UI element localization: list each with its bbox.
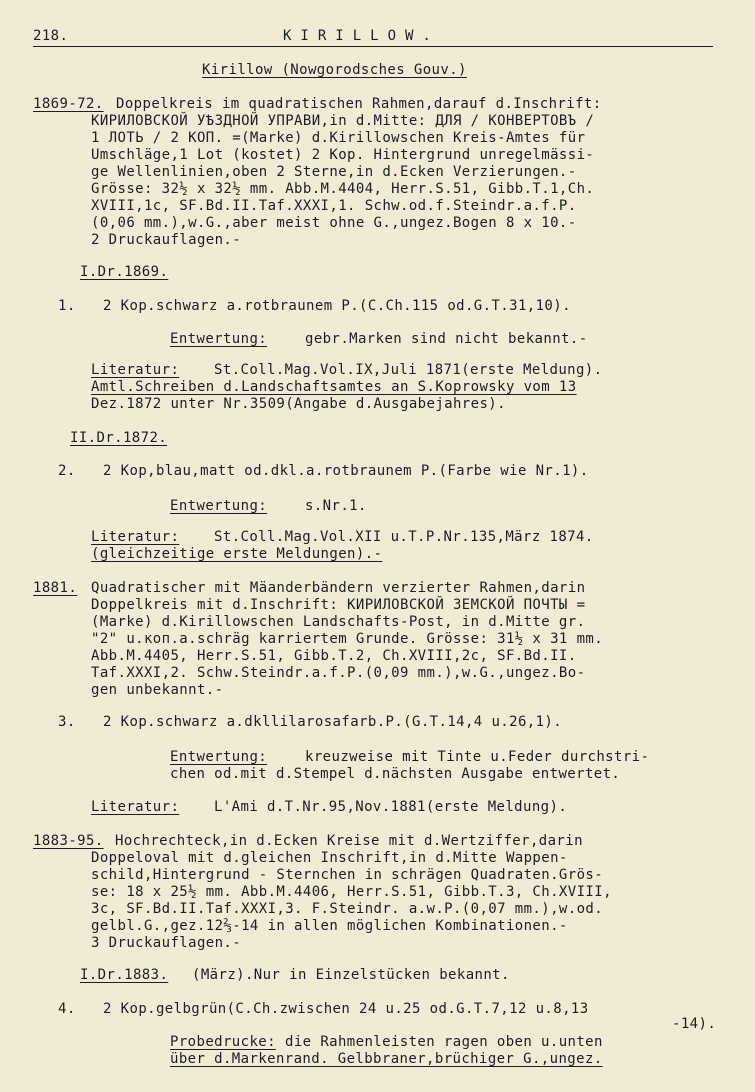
- print-run-heading: I.Dr.1883.: [80, 967, 169, 983]
- issue-date: 1883-95.: [33, 833, 104, 849]
- issue-date: 1869-72.: [33, 96, 104, 112]
- cancellation-text: kreuzweise mit Tinte u.Feder durchstri-: [305, 749, 650, 765]
- issue-description-line: se: 18 x 25½ mm. Abb.M.4406, Herr.S.51, Gibb.T.3, Ch.XVIII,: [91, 884, 612, 900]
- issue-description-line: ge Wellenlinien,oben 2 Sterne,in d.Ecken Verzierungen.-: [91, 164, 577, 180]
- stamp-description: 2 Kop.gelbgrün(C.Ch.zwischen 24 u.25 od.G.T.7,12 u.8,13: [103, 1001, 589, 1017]
- print-run-heading: II.Dr.1872.: [70, 430, 168, 446]
- print-run-heading: I.Dr.1869.: [80, 264, 169, 280]
- proof-text: die Rahmenleisten ragen oben u.unten: [285, 1034, 603, 1050]
- literature-label: Literatur:: [91, 799, 180, 815]
- page-header: [33, 30, 713, 47]
- literature-text: Dez.1872 unter Nr.3509(Angabe d.Ausgabejahres).: [91, 396, 506, 412]
- section-title: Kirillow (Nowgorodsches Gouv.): [202, 62, 467, 78]
- cancellation-label: Entwertung:: [170, 498, 268, 514]
- issue-description-line: XVIII,1c, SF.Bd.II.Taf.XXXI,1. Schw.od.f.Steindr.a.f.P.: [91, 198, 577, 214]
- issue-description-line: schild,Hintergrund - Sternchen in schrägen Quadraten.Grös-: [91, 867, 604, 883]
- literature-text: Amtl.Schreiben d.Landschaftsamtes an S.Koprowsky vom 13: [91, 379, 577, 395]
- stamp-number: 4.: [58, 1001, 76, 1017]
- stamp-description: -14).: [672, 1016, 717, 1032]
- issue-description-line: gen unbekannt.-: [91, 682, 224, 698]
- issue-description-line: 2 Druckauflagen.-: [91, 232, 242, 248]
- proof-label: Probedrucke:: [170, 1034, 276, 1050]
- cancellation-text: s.Nr.1.: [305, 498, 367, 514]
- issue-description-line: 1 ЛОТЬ / 2 КОП. =(Marke) d.Kirillowschen Kreis-Amtes für: [91, 130, 586, 146]
- cancellation-label: Entwertung:: [170, 331, 268, 347]
- issue-description-line: "2" u.коп.a.schräg karriertem Grunde. Grösse: 31½ x 31 mm.: [91, 631, 604, 647]
- issue-description-line: 3 Druckauflagen.-: [91, 935, 242, 951]
- cancellation-text: chen od.mit d.Stempel d.nächsten Ausgabe entwertet.: [170, 766, 621, 782]
- issue-description-line: Doppelkreis im quadratischen Rahmen,darauf d.Inschrift:: [116, 96, 602, 112]
- issue-description-line: (Marke) d.Kirillowschen Landschafts-Post, in d.Mitte gr.: [91, 614, 586, 630]
- issue-description-line: Hochrechteck,in d.Ecken Kreise mit d.Wertziffer,darin: [115, 833, 583, 849]
- issue-description-line: КИРИЛОВСКОЙ УѢЗДНОЙ УПРАВИ,in d.Mitte: ДЛЯ / КОНВЕРТОВЪ /: [91, 113, 595, 129]
- literature-text: St.Coll.Mag.Vol.XII u.T.P.Nr.135,März 1874.: [214, 529, 594, 545]
- literature-text: (gleichzeitige erste Meldungen).-: [91, 546, 383, 562]
- stamp-number: 1.: [58, 298, 76, 314]
- literature-text: St.Coll.Mag.Vol.IX,Juli 1871(erste Meldung).: [214, 362, 603, 378]
- issue-description-line: 3c, SF.Bd.II.Taf.XXXI,3. F.Steindr. a.w.P.(0,07 mm.),w.od.: [91, 901, 604, 917]
- issue-description-line: Taf.XXXI,2. Schw.Steindr.a.f.P.(0,09 mm.),w.G.,ungez.Bo-: [91, 665, 586, 681]
- issue-date: 1881.: [33, 580, 78, 596]
- stamp-number: 3.: [58, 714, 76, 730]
- proof-text: über d.Markenrand. Gelbbraner,brüchiger G.,ungez.: [170, 1051, 603, 1067]
- issue-description-line: (0,06 mm.),w.G.,aber meist ohne G.,ungez.Bogen 8 x 10.-: [91, 215, 577, 231]
- cancellation-label: Entwertung:: [170, 749, 268, 765]
- issue-description-line: Doppelkreis mit d.Inschrift: КИРИЛОВСКОЙ ЗЕМСКОЙ ПОЧТЫ =: [91, 597, 586, 613]
- issue-description-line: Abb.M.4405, Herr.S.51, Gibb.T.2, Ch.XVIII,2c, SF.Bd.II.: [91, 648, 577, 664]
- stamp-description: 2 Kop,blau,matt od.dkl.a.rotbraunem P.(Farbe wie Nr.1).: [103, 463, 589, 479]
- running-title: KIRILLOW.: [283, 28, 440, 44]
- stamp-description: 2 Kop.schwarz a.dkllilarosafarb.P.(G.T.14,4 u.26,1).: [103, 714, 563, 730]
- page-number: 218.: [33, 28, 69, 44]
- issue-description-line: Umschläge,1 Lot (kostet) 2 Kop. Hintergrund unregelmässi-: [91, 147, 595, 163]
- issue-description-line: gelbl.G.,gez.12⅔-14 in allen möglichen Kombinationen.-: [91, 918, 568, 934]
- print-run-note: (März).Nur in Einzelstücken bekannt.: [192, 967, 510, 983]
- issue-description-line: Grösse: 32½ x 32½ mm. Abb.M.4404, Herr.S.51, Gibb.T.1,Ch.: [91, 181, 595, 197]
- cancellation-text: gebr.Marken sind nicht bekannt.-: [305, 331, 588, 347]
- issue-description-line: Doppeloval mit d.gleichen Inschrift,in d.Mitte Wappen-: [91, 850, 568, 866]
- literature-text: L'Ami d.T.Nr.95,Nov.1881(erste Meldung).: [214, 799, 568, 815]
- literature-label: Literatur:: [91, 362, 180, 378]
- stamp-number: 2.: [58, 463, 76, 479]
- stamp-description: 2 Kop.schwarz a.rotbraunem P.(C.Ch.115 od.G.T.31,10).: [103, 298, 571, 314]
- literature-label: Literatur:: [91, 529, 180, 545]
- issue-description-line: Quadratischer mit Mäanderbändern verzierter Rahmen,darin: [91, 580, 586, 596]
